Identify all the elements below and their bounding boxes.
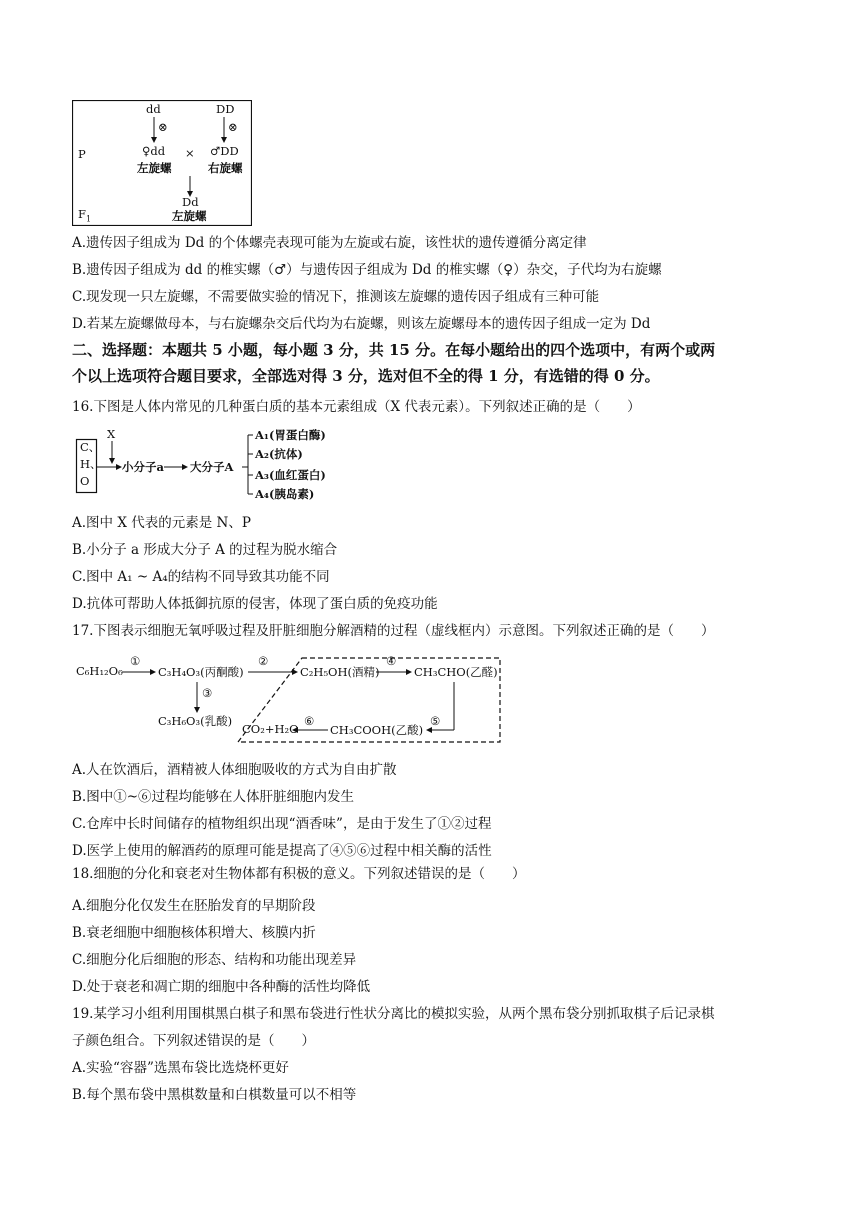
q16-option-b: B.小分子 a 形成大分子 A 的过程为脱水缩合 [72,542,338,558]
q16-option-a: A.图中 X 代表的元素是 N、P [72,515,251,531]
q15-option-c: C.现发现一只左旋螺，不需要做实验的情况下，推测该左旋螺的遗传因子组成有三种可能 [72,289,600,305]
offspring-snail-label: 左旋螺 [172,209,207,223]
q15-option-b: B.遗传因子组成为 dd 的椎实螺（♂）与遗传因子组成为 Dd 的椎实螺（♀）杂交，子代均为右旋螺 [72,262,662,278]
element-o: O [80,474,90,488]
respiration-diagram [72,650,512,750]
protein-a4: A₄(胰岛素) [255,487,315,501]
q18-stem: 18.细胞的分化和衰老对生物体都有积极的意义。下列叙述错误的是（ ） [72,866,526,882]
q16-option-c: C.图中 A₁ ~ A₄的结构不同导致其功能不同 [72,569,330,585]
q15-option-d: D.若某左旋螺做母本，与右旋螺杂交后代均为右旋螺，则该左旋螺母本的遗传因子组成一定为 Dd [72,316,651,332]
q17-option-d: D.医学上使用的解酒药的原理可能是提高了④⑤⑥过程中相关酶的活性 [72,843,492,859]
q17-option-a: A.人在饮酒后，酒精被人体细胞吸收的方式为自由扩散 [72,762,397,778]
q19-stem-line1: 19.某学习小组利用围棋黑白棋子和黑布袋进行性状分离比的模拟实验，从两个黑布袋分别抓取棋子后记录棋 [72,1006,715,1022]
step-1: ① [130,654,141,668]
left-snail-label: 左旋螺 [137,161,172,175]
element-c: C、 [80,440,101,454]
protein-a2: A₂(抗体) [255,447,303,461]
p-generation-label: P [78,147,86,161]
selfing-symbol-right: ⊗ [228,120,238,134]
male-genotype: ♂DD [210,144,239,158]
cross-symbol: × [185,146,195,160]
ethanol: C₂H₅OH(酒精) [300,665,380,679]
selfing-symbol-left: ⊗ [158,120,168,134]
glucose: C₆H₁₂O₆ [76,664,123,678]
q17-option-b: B.图中①~⑥过程均能够在人体肝脏细胞内发生 [72,789,355,805]
q19-option-a: A.实验“容器”选黑布袋比选烧杯更好 [72,1060,289,1076]
female-genotype: ♀dd [142,144,166,158]
right-snail-label: 右旋螺 [208,161,243,175]
acetaldehyde: CH₃CHO(乙醛) [414,665,498,679]
co2-water: CO₂+H₂O [242,722,299,736]
snail-cross-diagram [72,100,252,226]
protein-a3: A₃(血红蛋白) [255,468,326,482]
protein-a1: A₁(胃蛋白酶) [255,428,326,442]
section2-header-line2: 个以上选项符合题目要求，全部选对得 3 分，选对但不全的得 1 分，有选错的得 0 分。 [72,367,660,385]
q18-option-d: D.处于衰老和凋亡期的细胞中各种酶的活性均降低 [72,979,371,995]
q15-option-a: A.遗传因子组成为 Dd 的个体螺壳表现可能为左旋或右旋，该性状的遗传遵循分离定律 [72,235,587,251]
small-molecule-a: 小分子a [122,460,164,474]
top-right-genotype: DD [216,102,235,116]
q17-option-c: C.仓库中长时间储存的植物组织出现“酒香味”，是由于发生了①②过程 [72,816,492,832]
offspring-genotype: Dd [182,195,199,209]
q19-option-b: B.每个黑布袋中黑棋数量和白棋数量可以不相等 [72,1087,357,1103]
q17-stem: 17.下图表示细胞无氧呼吸过程及肝脏细胞分解酒精的过程（虚线框内）示意图。下列叙述正确的是（ ） [72,623,715,639]
element-h: H、 [80,457,102,471]
q18-option-a: A.细胞分化仅发生在胚胎发育的早期阶段 [72,898,316,914]
protein-element-diagram [72,425,372,507]
q18-option-c: C.细胞分化后细胞的形态、结构和功能出现差异 [72,952,357,968]
step-6: ⑥ [304,714,315,728]
step-4: ④ [386,654,397,668]
lactate: C₃H₆O₃(乳酸) [158,714,233,728]
q19-stem-line2: 子颜色组合。下列叙述错误的是（ ） [72,1033,315,1049]
large-molecule-a: 大分子A [190,460,234,474]
step-3: ③ [202,686,213,700]
acetic-acid: CH₃COOH(乙酸) [330,723,424,737]
section2-header-line1: 二、选择题：本题共 5 小题，每小题 3 分，共 15 分。在每小题给出的四个选项中，有两个或两 [72,341,716,359]
pyruvate: C₃H₄O₃(丙酮酸) [158,665,244,679]
q16-stem: 16.下图是人体内常见的几种蛋白质的基本元素组成（X 代表元素）。下列叙述正确的是（ ） [72,399,641,415]
step-2: ② [258,654,269,668]
top-left-genotype: dd [146,102,161,116]
f1-label: $F_1$ [78,207,92,224]
step-5: ⑤ [430,714,441,728]
q18-option-b: B.衰老细胞中细胞核体积增大、核膜内折 [72,925,316,941]
q16-option-d: D.抗体可帮助人体抵御抗原的侵害，体现了蛋白质的免疫功能 [72,596,438,612]
element-x-label: X [107,427,116,441]
